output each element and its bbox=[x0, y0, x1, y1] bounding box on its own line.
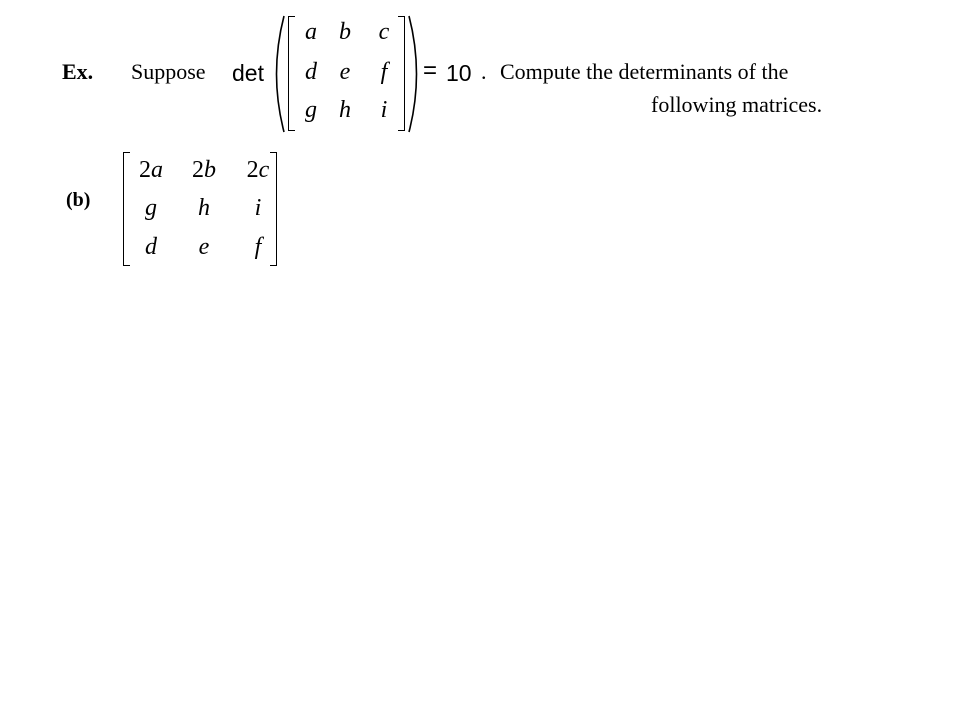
matrix-entry: f bbox=[254, 234, 262, 260]
example-label: Ex. bbox=[62, 59, 94, 84]
prompt-line-2: following matrices. bbox=[651, 92, 823, 117]
matrix-entry: h bbox=[198, 195, 210, 221]
matrix-entry: i bbox=[254, 195, 262, 221]
matrix-entry: a bbox=[305, 19, 317, 45]
matrix-entry: 2c bbox=[246, 157, 270, 183]
prompt-line-1: Compute the determinants of the bbox=[500, 59, 789, 84]
matrix-entry: f bbox=[380, 59, 388, 85]
matrix-entry: g bbox=[145, 195, 157, 221]
determinant-value: 10 bbox=[446, 60, 472, 86]
matrix-entry: 2b bbox=[192, 157, 216, 183]
matrix-entry: 2a bbox=[139, 157, 163, 183]
matrix-entry: d bbox=[305, 59, 317, 85]
matrix-entry: g bbox=[305, 97, 317, 123]
suppose-text: Suppose bbox=[131, 59, 206, 84]
matrix-entry: d bbox=[145, 234, 157, 260]
matrix-entry: i bbox=[380, 97, 388, 123]
part-b-label: (b) bbox=[66, 189, 91, 211]
matrix-entry: e bbox=[339, 59, 351, 85]
matrix-entry: c bbox=[378, 19, 390, 45]
left-bracket bbox=[123, 152, 130, 266]
right-bracket bbox=[398, 16, 405, 131]
equals-sign: = bbox=[423, 57, 438, 84]
matrix-entry: h bbox=[339, 97, 351, 123]
right-bracket bbox=[270, 152, 277, 266]
left-parenthesis bbox=[266, 14, 288, 134]
matrix-entry: e bbox=[198, 234, 210, 260]
sentence-period: . bbox=[481, 59, 487, 84]
matrix-entry: b bbox=[339, 19, 351, 45]
det-operator: det bbox=[232, 60, 264, 86]
